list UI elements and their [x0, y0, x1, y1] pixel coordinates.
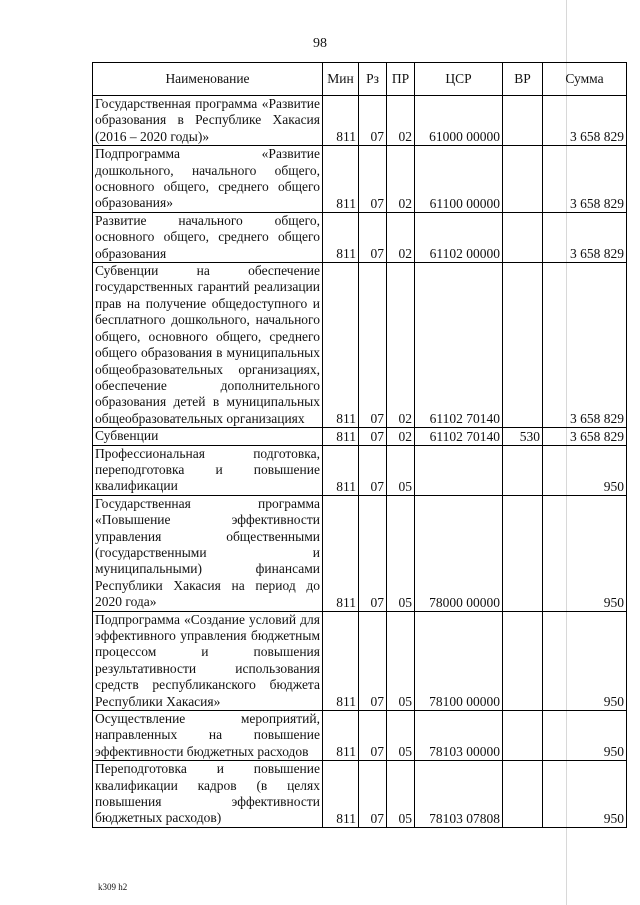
- header-csr: ЦСР: [415, 63, 503, 96]
- row-pr: 05: [387, 445, 415, 495]
- row-pr: 02: [387, 96, 415, 146]
- row-vr: [503, 96, 543, 146]
- row-csr: 61100 00000: [415, 146, 503, 213]
- table-row: [93, 212, 627, 262]
- row-name: Подпрограмма «Создание условий для эффективного управления бюджетным процессом и повышения результативности использования средств республиканского бюджета Республики Хакасия»: [93, 611, 323, 710]
- row-sum: 950: [543, 445, 627, 495]
- row-sum: 3 658 829: [543, 212, 627, 262]
- row-sum: 3 658 829: [543, 96, 627, 146]
- row-csr: 78103 00000: [415, 711, 503, 761]
- row-csr: 78000 00000: [415, 495, 503, 611]
- row-rz: 07: [359, 761, 387, 828]
- row-vr: [503, 445, 543, 495]
- row-sum: 950: [543, 761, 627, 828]
- row-rz: 07: [359, 495, 387, 611]
- row-csr: 61102 00000: [415, 212, 503, 262]
- header-sum: Сумма: [543, 63, 627, 96]
- row-sum: 950: [543, 495, 627, 611]
- row-min: 811: [323, 263, 359, 428]
- row-csr: 61102 70140: [415, 263, 503, 428]
- row-vr: [503, 761, 543, 828]
- row-sum: 3 658 829: [543, 428, 627, 445]
- header-rz: Рз: [359, 63, 387, 96]
- row-rz: 07: [359, 611, 387, 710]
- row-pr: 05: [387, 711, 415, 761]
- header-name: Наименование: [93, 63, 323, 96]
- table-row: [93, 761, 627, 828]
- row-sum: 3 658 829: [543, 263, 627, 428]
- table-row: [93, 495, 627, 611]
- row-min: 811: [323, 445, 359, 495]
- row-pr: 05: [387, 495, 415, 611]
- row-csr: 78103 07808: [415, 761, 503, 828]
- table-row: [93, 611, 627, 710]
- row-name: Профессиональная подготовка, переподготовка и повышение квалификации: [93, 445, 323, 495]
- row-min: 811: [323, 428, 359, 445]
- row-csr: 78100 00000: [415, 611, 503, 710]
- table-row: [93, 263, 627, 428]
- row-vr: [503, 711, 543, 761]
- row-name: Переподготовка и повышение квалификации кадров (в целях повышения эффективности бюджетных расходов): [93, 761, 323, 828]
- row-name: Подпрограмма «Развитие дошкольного, начального общего, основного общего, среднего общего образования»: [93, 146, 323, 213]
- row-rz: 07: [359, 96, 387, 146]
- row-pr: 02: [387, 263, 415, 428]
- budget-table: [92, 62, 627, 828]
- row-rz: 07: [359, 263, 387, 428]
- row-rz: 07: [359, 146, 387, 213]
- row-vr: [503, 611, 543, 710]
- row-rz: 07: [359, 445, 387, 495]
- row-rz: 07: [359, 212, 387, 262]
- row-csr: 61000 00000: [415, 96, 503, 146]
- row-sum: 950: [543, 711, 627, 761]
- row-csr: 61102 70140: [415, 428, 503, 445]
- table-row: [93, 146, 627, 213]
- row-rz: 07: [359, 711, 387, 761]
- footer-code: k309 h2: [98, 882, 128, 892]
- row-vr: [503, 495, 543, 611]
- row-pr: 02: [387, 212, 415, 262]
- table-row: [93, 428, 627, 445]
- table-row: [93, 96, 627, 146]
- row-name: Субвенции на обеспечение государственных гарантий реализации прав на получение общедоступного и бесплатного дошкольного, начального общего, основного общего, среднего общего образования в муниципальных общеобразовательных организациях, обеспечение дополнительного образования детей в муниципальных общеобразовательных организациях: [93, 263, 323, 428]
- row-pr: 02: [387, 428, 415, 445]
- row-vr: 530: [503, 428, 543, 445]
- row-pr: 02: [387, 146, 415, 213]
- row-vr: [503, 146, 543, 213]
- row-min: 811: [323, 96, 359, 146]
- row-name: Развитие начального общего, основного общего, среднего общего образования: [93, 212, 323, 262]
- row-min: 811: [323, 146, 359, 213]
- header-min: Мин: [323, 63, 359, 96]
- row-rz: 07: [359, 428, 387, 445]
- row-name: Государственная программа «Повышение эффективности управления общественными (государственными и муниципальными) финансами Республики Хакасия на период до 2020 года»: [93, 495, 323, 611]
- table-header-row: [93, 63, 627, 96]
- row-pr: 05: [387, 761, 415, 828]
- row-pr: 05: [387, 611, 415, 710]
- row-sum: 950: [543, 611, 627, 710]
- row-min: 811: [323, 761, 359, 828]
- row-name: Государственная программа «Развитие образования в Республике Хакасия (2016 – 2020 годы)»: [93, 96, 323, 146]
- row-name: Осуществление мероприятий, направленных на повышение эффективности бюджетных расходов: [93, 711, 323, 761]
- row-vr: [503, 212, 543, 262]
- row-min: 811: [323, 611, 359, 710]
- row-min: 811: [323, 495, 359, 611]
- row-sum: 3 658 829: [543, 146, 627, 213]
- header-vr: ВР: [503, 63, 543, 96]
- row-min: 811: [323, 711, 359, 761]
- row-min: 811: [323, 212, 359, 262]
- table-row: [93, 711, 627, 761]
- page-number: 98: [313, 36, 327, 51]
- row-name: Субвенции: [93, 428, 323, 445]
- header-pr: ПР: [387, 63, 415, 96]
- row-vr: [503, 263, 543, 428]
- table-row: [93, 445, 627, 495]
- row-csr: [415, 445, 503, 495]
